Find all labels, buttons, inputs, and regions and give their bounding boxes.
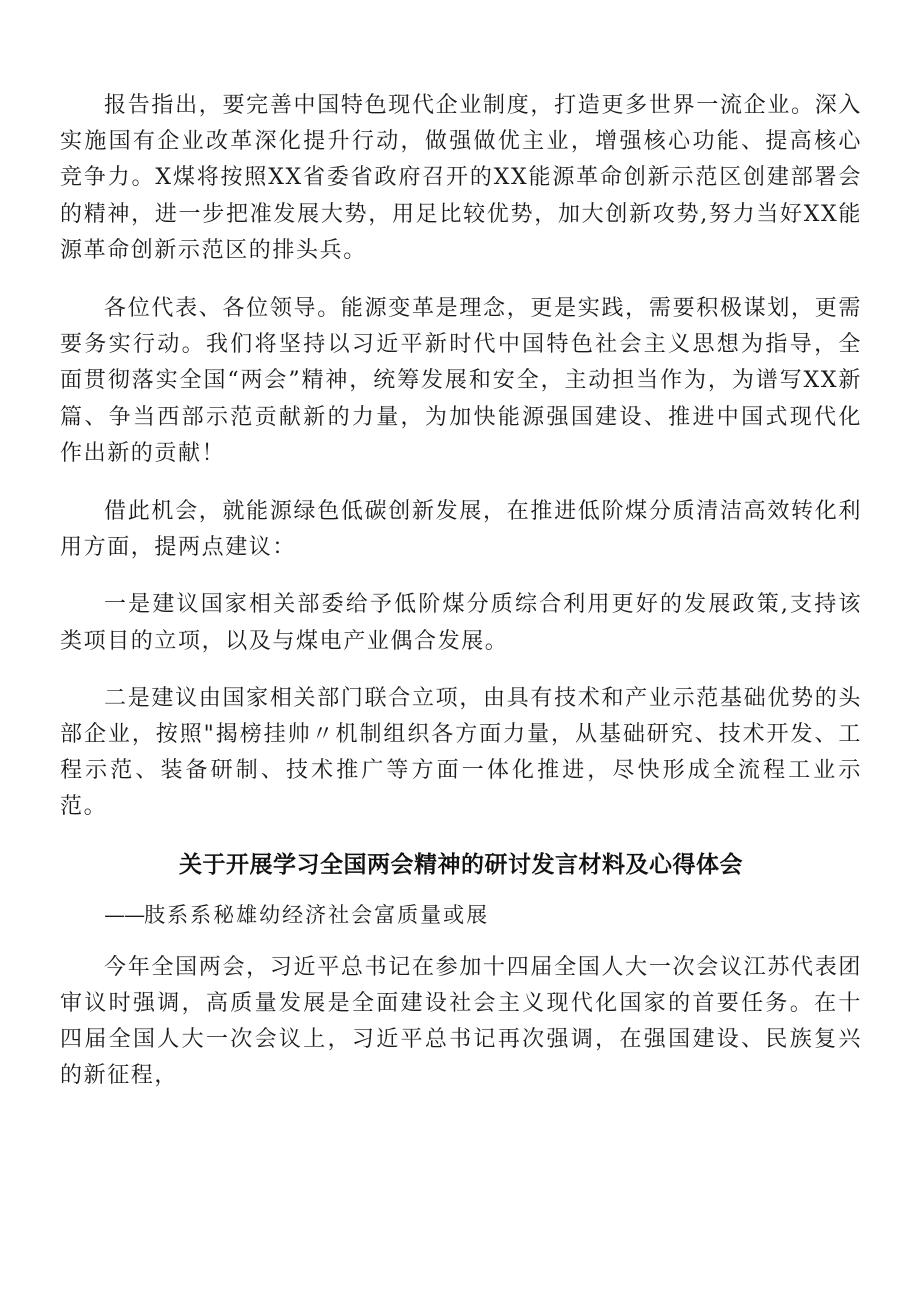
paragraph-suggestion-one: 一是建议国家相关部委给予低阶煤分质综合利用更好的发展政策,支持该类项目的立项，以及与煤电产业偶合发展。 <box>60 592 862 654</box>
subtitle-text: 肢系系秘雄幼经济社会富质量或展 <box>144 902 490 927</box>
section-subtitle <box>60 898 862 932</box>
paragraph-two-sessions: 今年全国两会，习近平总书记在参加十四届全国人大一次会议江苏代表团审议时强调，高质量发展是全面建设社会主义现代化国家的首要任务。在十四届全国人大一次会议上，习近平总书记再次强调，在强国建设、民族复兴的新征程， <box>60 954 862 1089</box>
section-title: 关于开展学习全国两会精神的研讨发言材料及心得体会 <box>179 851 743 878</box>
paragraph-report: 报告指出，要完善中国特色现代企业制度，打造更多世界一流企业。深入实施国有企业改革深化提升行动，做强做优主业，增强核心功能、提高核心竞争力。X煤将按照XX省委省政府召开的XX能源革命创新示范区创建部署会的精神，进一步把准发展大势，用足比较优势，加大创新攻势,努力当好XX能源革命创新示范区的排头兵。 <box>60 93 862 263</box>
subtitle-dash: —— <box>104 902 145 927</box>
paragraph-suggestion-intro: 借此机会，就能源绿色低碳创新发展，在推进低阶煤分质清洁高效转化利用方面，提两点建议： <box>60 499 862 561</box>
paragraph-representatives: 各位代表、各位领导。能源变革是理念，更是实践，需要积极谋划，更需要务实行动。我们将坚持以习近平新时代中国特色社会主义思想为指导，全面贯彻落实全国“两会”精神，统筹发展和安全，主动担当作为，为谱写XX新篇、争当西部示范贡献新的力量，为加快能源强国建设、推进中国式现代化作出新的贡献！ <box>60 296 862 466</box>
paragraph-suggestion-two: 二是建议由国家相关部门联合立项，由具有技术和产业示范基础优势的头部企业，按照"揭榜挂帅〃机制组织各方面力量，从基础研究、技术开发、工程示范、装备研制、技术推广等方面一体化推进，尽快形成全流程工业示范。 <box>60 685 862 820</box>
